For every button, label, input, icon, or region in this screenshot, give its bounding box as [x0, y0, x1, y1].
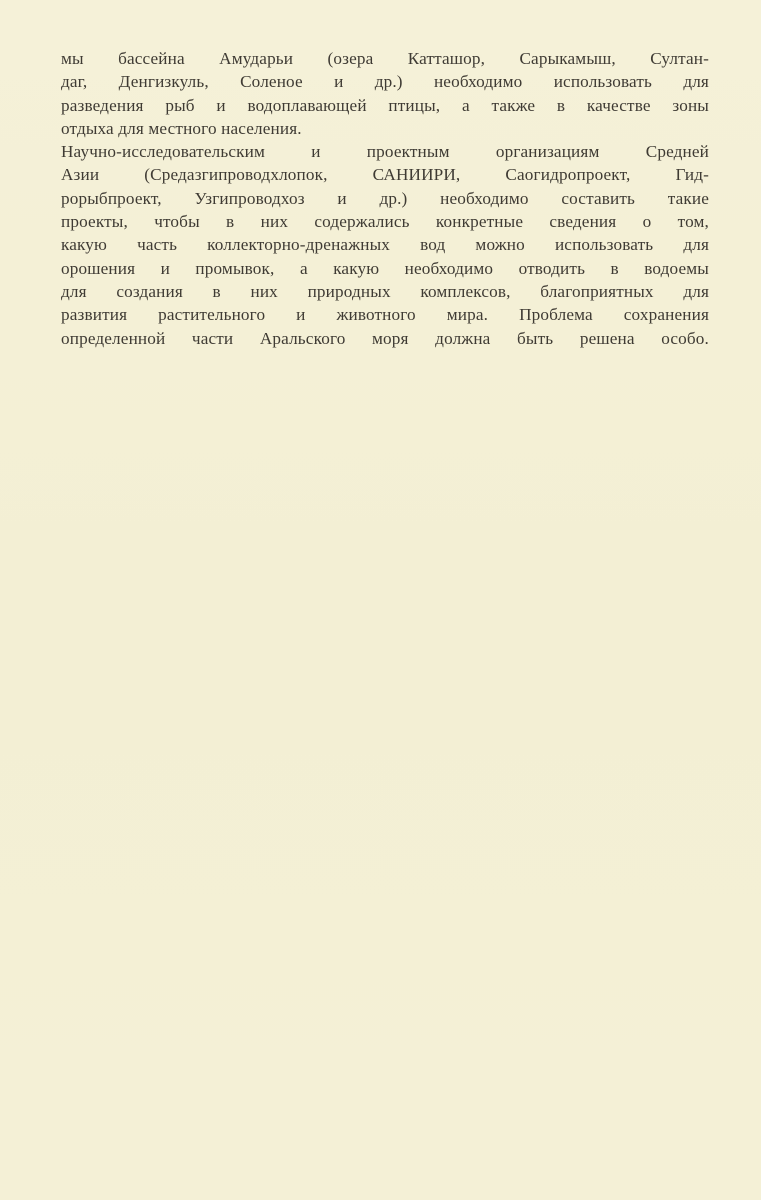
text-line: мы бассейна Амударьи (озера Катташор, Сарыкамыш, Султан- — [61, 49, 709, 68]
text-line: Азии (Средазгипроводхлопок, САНИИРИ, Саогидропроект, Гид- — [61, 165, 709, 185]
text-line: какую часть коллекторно-дренажных вод можно использовать для — [61, 235, 709, 255]
text-line: рорыбпроект, Узгипроводхоз и др.) необходимо составить такие — [61, 188, 709, 208]
text-line: орошения и промывок, а какую необходимо отводить в водоемы — [61, 258, 709, 278]
text-line: даг, Денгизкуль, Соленое и др.) необходимо использовать для — [61, 72, 709, 92]
text-line: определенной части Аральского моря должна быть решена особо. — [61, 328, 709, 348]
text-line: отдыха для местного населения. — [61, 118, 302, 138]
body-text — [61, 47, 709, 350]
text-line: Научно-исследовательским и проектным организациям Средней — [61, 142, 709, 162]
text-line: развития растительного и животного мира. Проблема сохранения — [61, 305, 709, 325]
text-line: разведения рыб и водоплавающей птицы, а также в качестве зоны — [61, 95, 709, 115]
text-line: проекты, чтобы в них содержались конкретные сведения о том, — [61, 212, 709, 232]
text-line: для создания в них природных комплексов, благоприятных для — [61, 281, 709, 301]
